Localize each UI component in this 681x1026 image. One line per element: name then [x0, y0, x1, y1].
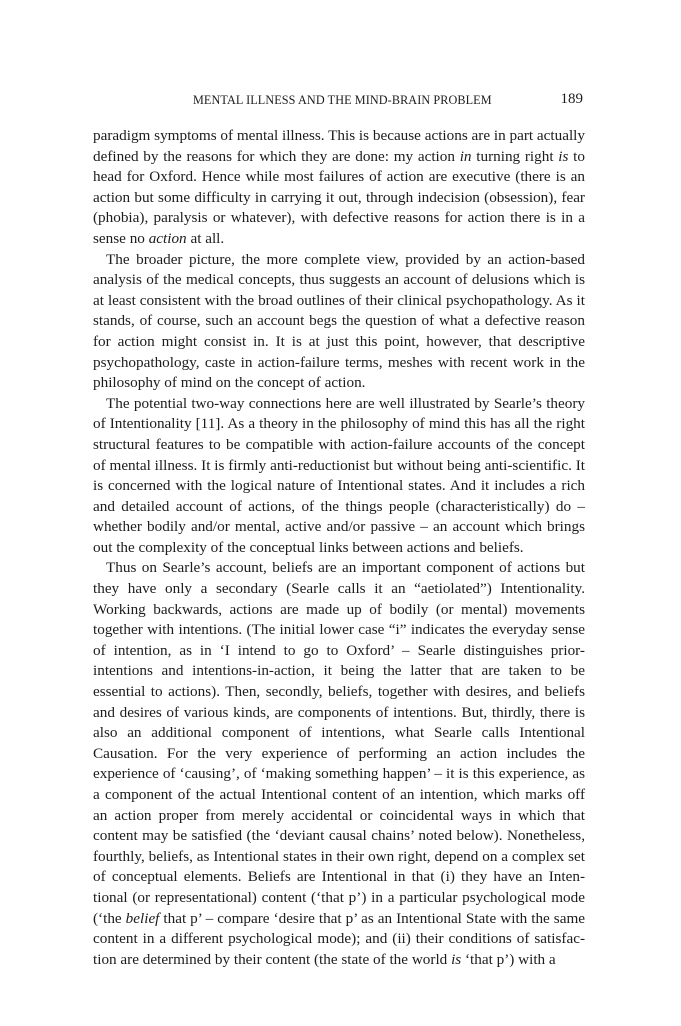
- paragraph: [93, 250, 585, 394]
- paragraph: [93, 394, 585, 559]
- emphasized-text: belief: [125, 909, 160, 927]
- text-run: The potential two-way connections here are well illustrated by Searle’s theory of Intentionality [11]. As a theory in the philosophy of mind this has all the right structural features to be compatible with action-failure accounts of the concept of mental illness. It is firmly anti-reductionist but without being anti-scientific. It is concerned with the logical nature of Intentional states. And it includes a rich and detailed account of actions, of the things people (characteristically) do – whether bodily and/or mental, active and/or passive – an account which brings out the complexity of the conceptual links between actions and beliefs.: [93, 394, 585, 556]
- page-header: [93, 92, 585, 110]
- emphasized-text: is: [558, 147, 569, 165]
- paragraph: [93, 558, 585, 970]
- text-run: at all.: [186, 229, 225, 247]
- body-text: [93, 126, 585, 970]
- text-run: paradigm symptoms of mental illness. This is because actions are in part actually defined by the reasons for which they are done: my action: [93, 127, 585, 165]
- text-run: to head for Oxford. Hence while most failures of action are executive (there is an action but some difficulty in carrying it out, through indecision (obsession), fear (phobia), paralysis or whatever), with defective reasons for action there is in a sense no: [93, 147, 585, 247]
- emphasized-text: action: [148, 229, 187, 247]
- page-number: 189: [560, 91, 583, 107]
- emphasized-text: in: [459, 147, 472, 165]
- paragraph: [93, 126, 585, 250]
- text-run: turning right: [471, 147, 559, 165]
- text-run: that p’ – compare ‘desire that p’ as an Intentional State with the same content in a different psychological mode); and (ii) their conditions of satisfaction are determined by their content (the state of the world: [93, 909, 586, 968]
- text-run: Thus on Searle’s account, beliefs are an important component of actions but they have only a secondary (Searle calls it an “aetiolated”) Intentionality. Working backwards, actions are made up of bodily (or mental) movements together with intentions. (The initial lower case “i” indicates the everyday sense of intention, as in ‘I intend to go to Oxford’ – Searle distinguishes prior-intentions and intentions-in-action, it being the latter that are taken to be essential to actions). Then, secondly, beliefs, together with desires, and beliefs and desires of various kinds, are components of intentions. But, thirdly, there is also an additional component of intentions, what Searle calls Intentional Causation. For the very experience of performing an action includes the experience of ‘causing’, of ‘making something happen’ – it is this experience, as a component of the actual Intentional content of an intention, which marks off an action proper from merely accidental or coincidental ways in which that content may be satisfied (the ‘deviant causal chains’ noted below). Nonetheless, fourthly, beliefs, as Intentional states in their own right, depend on a complex set of conceptual elements. Beliefs are Intentional in that (i) they have an Intentional (or representational) content (‘that p’) in a particular psychological mode (‘the: [93, 559, 585, 927]
- emphasized-text: is: [451, 950, 462, 968]
- running-title: MENTAL ILLNESS AND THE MIND-BRAIN PROBLEM: [193, 93, 492, 107]
- text-run: ‘that p’) with a: [461, 950, 556, 968]
- text-run: The broader picture, the more complete view, provided by an action-based analysis of the medical concepts, thus suggests an account of delusions which is at least consistent with the broad outlines of their clinical psychopathology. As it stands, of course, such an account begs the question of what a defective reason for action might consist in. It is at just this point, however, that descriptive psychopathology, caste in action-failure terms, meshes with recent work in the philosophy of mind on the concept of action.: [93, 250, 585, 392]
